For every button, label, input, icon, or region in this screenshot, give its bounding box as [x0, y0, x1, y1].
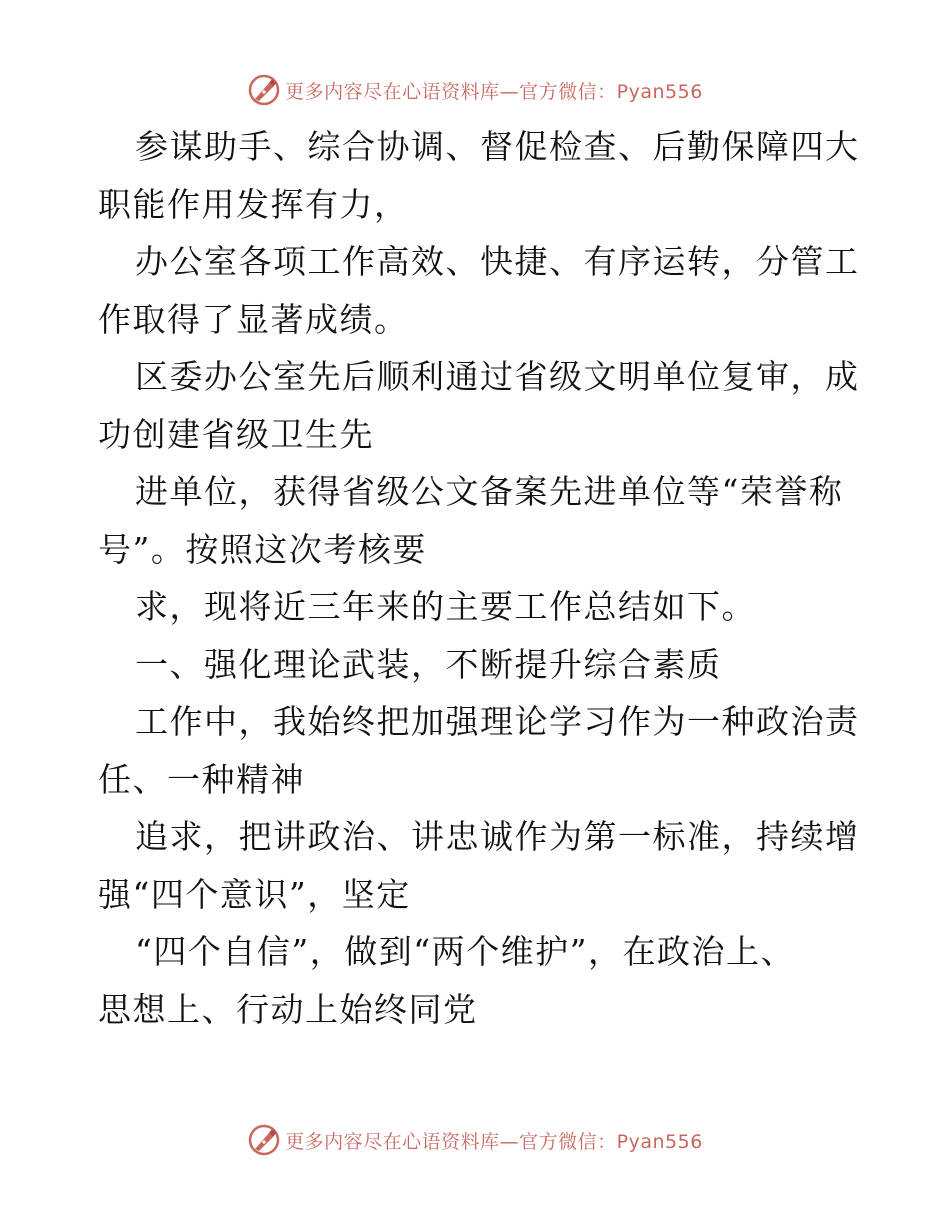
- body-line: 区委办公室先后顺利通过省级文明单位复审，成: [135, 357, 860, 396]
- fountain-pen-logo-icon: [247, 1123, 281, 1157]
- body-line: 办公室各项工作高效、快捷、有序运转，分管工: [135, 242, 860, 281]
- body-line: 任、一种精神: [98, 759, 305, 799]
- footer-watermark: [0, 1120, 950, 1160]
- document-body: [98, 118, 858, 1038]
- watermark-text: 更多内容尽在心语资料库—官方微信：Pyan556: [285, 1130, 703, 1153]
- body-line: 求，现将近三年来的主要工作总结如下。: [135, 587, 756, 626]
- body-line: 功创建省级卫生先: [98, 414, 374, 454]
- header-watermark: [0, 70, 950, 110]
- body-line: 号”。按照这次考核要: [98, 529, 427, 569]
- body-line: 追求，把讲政治、讲忠诚作为第一标准，持续增: [135, 817, 860, 856]
- body-line: “四个自信”，做到“两个维护”，在政治上、: [135, 932, 795, 971]
- watermark-text: 更多内容尽在心语资料库—官方微信：Pyan556: [285, 80, 703, 103]
- body-line: 强“四个意识”，坚定: [98, 874, 411, 914]
- body-line: 参谋助手、综合协调、督促检查、后勤保障四大: [135, 127, 860, 166]
- body-line: 进单位，获得省级公文备案先进单位等“荣誉称: [135, 472, 844, 511]
- section-heading: 一、强化理论武装，不断提升综合素质: [135, 644, 722, 684]
- body-line: 思想上、行动上始终同党: [98, 989, 478, 1029]
- body-line: 作取得了显著成绩。: [98, 299, 409, 339]
- body-line: 工作中，我始终把加强理论学习作为一种政治责: [135, 702, 860, 741]
- fountain-pen-logo-icon: [247, 73, 281, 107]
- body-line: 职能作用发挥有力，: [98, 184, 409, 224]
